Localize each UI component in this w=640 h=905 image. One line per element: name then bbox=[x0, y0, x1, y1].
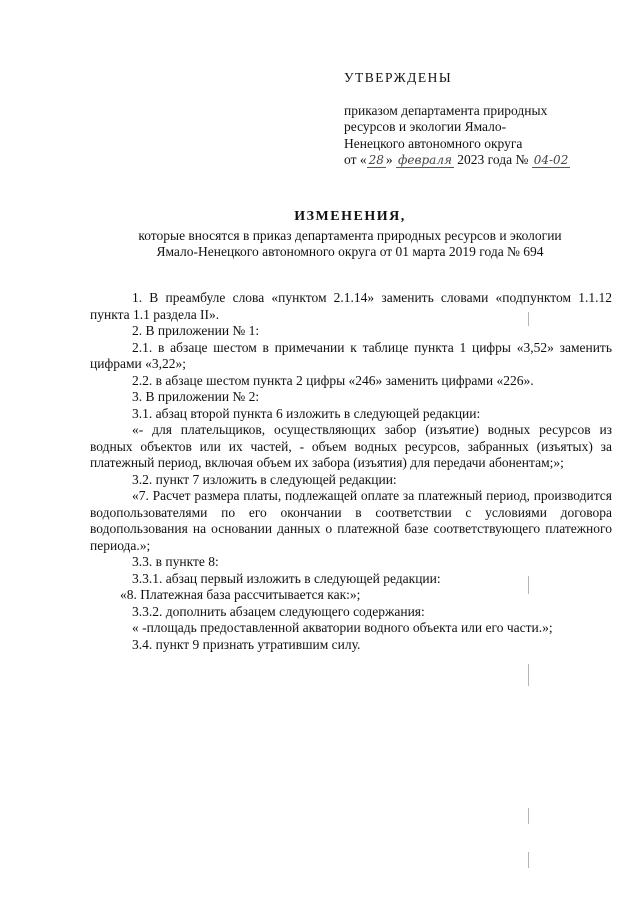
scan-mark bbox=[528, 852, 529, 868]
paragraph: «7. Расчет размера платы, подлежащей оплате за платежный период, производится водопользователями по его окончании в соответствии с условиями договора водопользования на основании данных о платежной базе соответствующего платежного периода.»; bbox=[90, 488, 612, 553]
paragraph: 3.3.1. абзац первый изложить в следующей редакции: bbox=[132, 570, 441, 586]
approval-date-line bbox=[344, 152, 614, 169]
date-mid: » bbox=[385, 152, 393, 167]
paragraph: 3.2. пункт 7 изложить в следующей редакции: bbox=[132, 471, 397, 487]
title-subline: которые вносятся в приказ департамента природных ресурсов и экологии bbox=[138, 227, 562, 243]
handwritten-number: 04-02 bbox=[533, 153, 569, 167]
paragraph: 3.4. пункт 9 признать утратившим силу. bbox=[132, 636, 361, 652]
approval-line: Ненецкого автономного округа bbox=[344, 135, 523, 151]
paragraph: «8. Платежная база рассчитывается как:»; bbox=[120, 587, 361, 602]
approval-line: ресурсов и экологии Ямало- bbox=[344, 119, 507, 134]
date-year: 2023 года № bbox=[457, 152, 529, 167]
paragraph: «- для плательщиков, осуществляющих забор (изъятие) водных ресурсов из водных объектов или их частей, - объем водных ресурсов, забранных (изъятых) за платежный период, включая объем их забора (изъятия) для передачи абонентам;»; bbox=[90, 422, 612, 470]
paragraph: 3.3. в пункте 8: bbox=[132, 554, 219, 569]
approval-block bbox=[344, 70, 614, 169]
handwritten-day: 28 bbox=[368, 153, 384, 167]
paragraph: 1. В преамбуле слова «пунктом 2.1.14» заменить словами «подпунктом 1.1.12 пункта 1.1 раздела II». bbox=[90, 290, 612, 322]
paragraph: 3.3.2. дополнить абзацем следующего содержания: bbox=[132, 603, 425, 619]
scan-mark bbox=[528, 808, 529, 824]
paragraph: 2. В приложении № 1: bbox=[132, 323, 260, 338]
title-main: ИЗМЕНЕНИЯ, bbox=[294, 209, 406, 224]
paragraph: 2.2. в абзаце шестом пункта 2 цифры «246» заменить цифрами «226». bbox=[132, 372, 534, 388]
paragraph: « -площадь предоставленной акватории водного объекта или его части.»; bbox=[132, 620, 553, 635]
scan-mark bbox=[528, 664, 529, 686]
scan-mark bbox=[528, 312, 529, 326]
approval-line: приказом департамента природных bbox=[344, 102, 548, 118]
approval-heading: УТВЕРЖДЕНЫ bbox=[344, 70, 453, 85]
paragraph: 2.1. в абзаце шестом в примечании к таблице пункта 1 цифры «3,52» заменить цифрами «3,22»; bbox=[90, 339, 612, 371]
document-body bbox=[90, 290, 612, 653]
date-prefix: от « bbox=[344, 152, 367, 167]
document-title bbox=[90, 209, 610, 261]
handwritten-month: февраля bbox=[398, 153, 452, 167]
paragraph: 3.1. абзац второй пункта 6 изложить в следующей редакции: bbox=[132, 405, 481, 421]
scan-mark bbox=[528, 576, 529, 594]
paragraph: 3. В приложении № 2: bbox=[132, 389, 260, 404]
title-subline: Ямало-Ненецкого автономного округа от 01 марта 2019 года № 694 bbox=[156, 244, 544, 259]
